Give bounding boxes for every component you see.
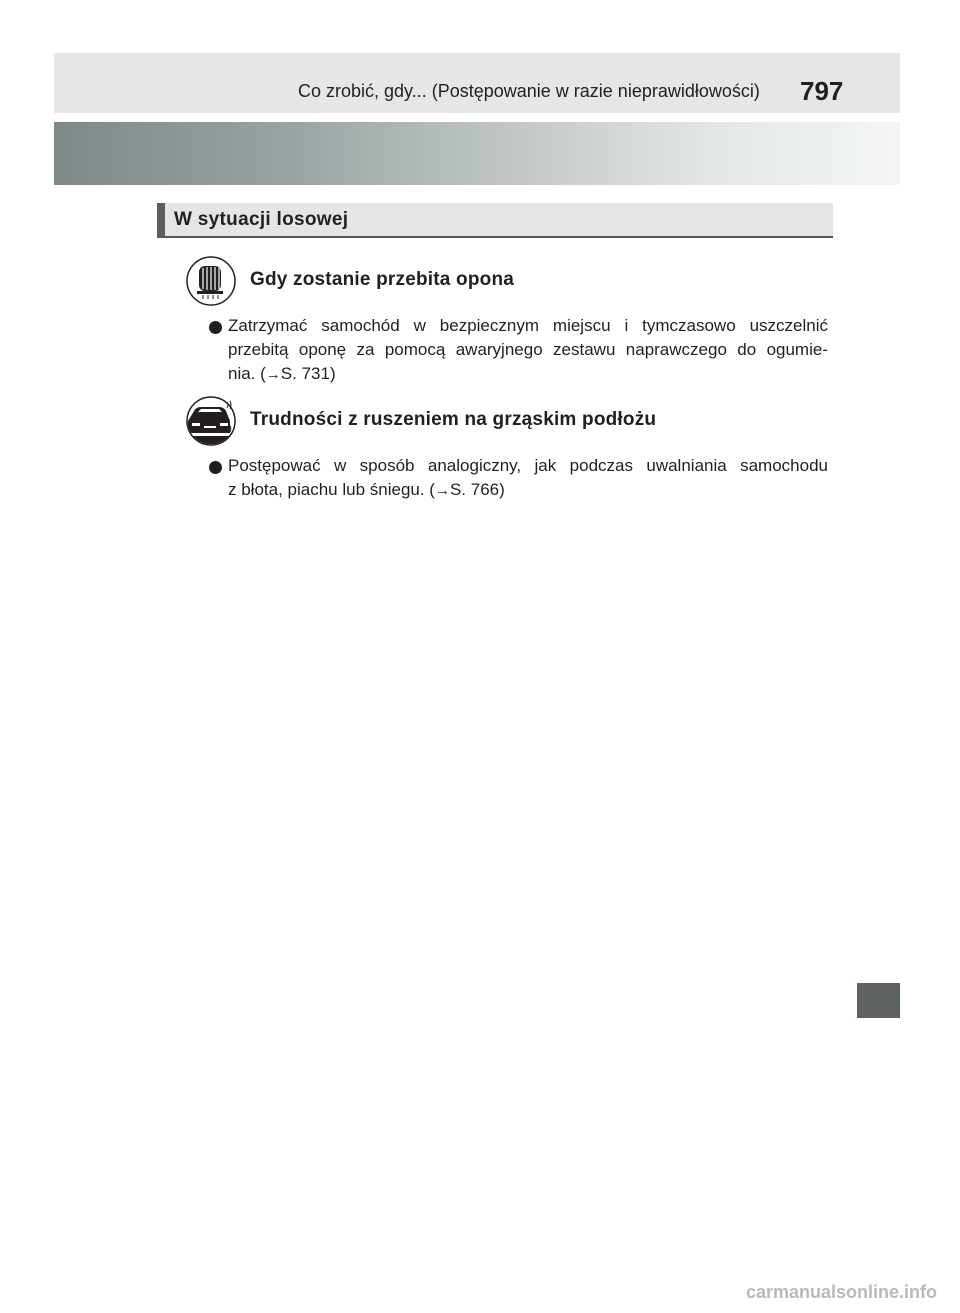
bullet-icon [209,321,222,334]
topic-heading-flat-tire: Gdy zostanie przebita opona [250,269,515,290]
flat-tire-icon [186,256,236,306]
page-reference-link[interactable]: S. 766) [449,480,505,499]
section-header [157,203,833,238]
paragraph-line: przebitą oponę za pomocą awaryjnego zestawu naprawczego do ogumie- [228,340,828,359]
topic-heading-stuck: Trudności z ruszeniem na grząskim podłożu [250,409,657,430]
paragraph-line: Zatrzymać samochód w bezpiecznym miejscu i tymczasowo uszczelnić [228,316,828,335]
arrow-right-icon: → [434,482,450,499]
page-number: 797 [800,76,844,106]
paragraph-line [228,478,828,503]
arrow-right-icon: → [265,366,281,383]
paragraph-stuck [228,454,828,503]
bullet-icon [209,461,222,474]
header-title: Co zrobić, gdy... (Postępowanie w razie nieprawidłowości) [298,81,760,101]
page-reference-link[interactable]: S. 731) [280,364,336,383]
chapter-band [54,122,900,185]
chapter-side-tab[interactable] [857,983,900,1018]
paragraph-line: Postępować w sposób analogiczny, jak podczas uwalniania samochodu [228,456,828,475]
paragraph-text: z błota, piachu lub śniegu. ( [228,480,435,499]
watermark: carmanualsonline.info [746,1282,938,1302]
section-title: W sytuacji losowej [174,209,349,230]
car-stuck-icon [186,396,236,446]
paragraph-line [228,362,828,387]
paragraph-text: nia. ( [228,364,266,383]
section-accent-bar [157,203,165,238]
paragraph-flat-tire [228,314,828,387]
